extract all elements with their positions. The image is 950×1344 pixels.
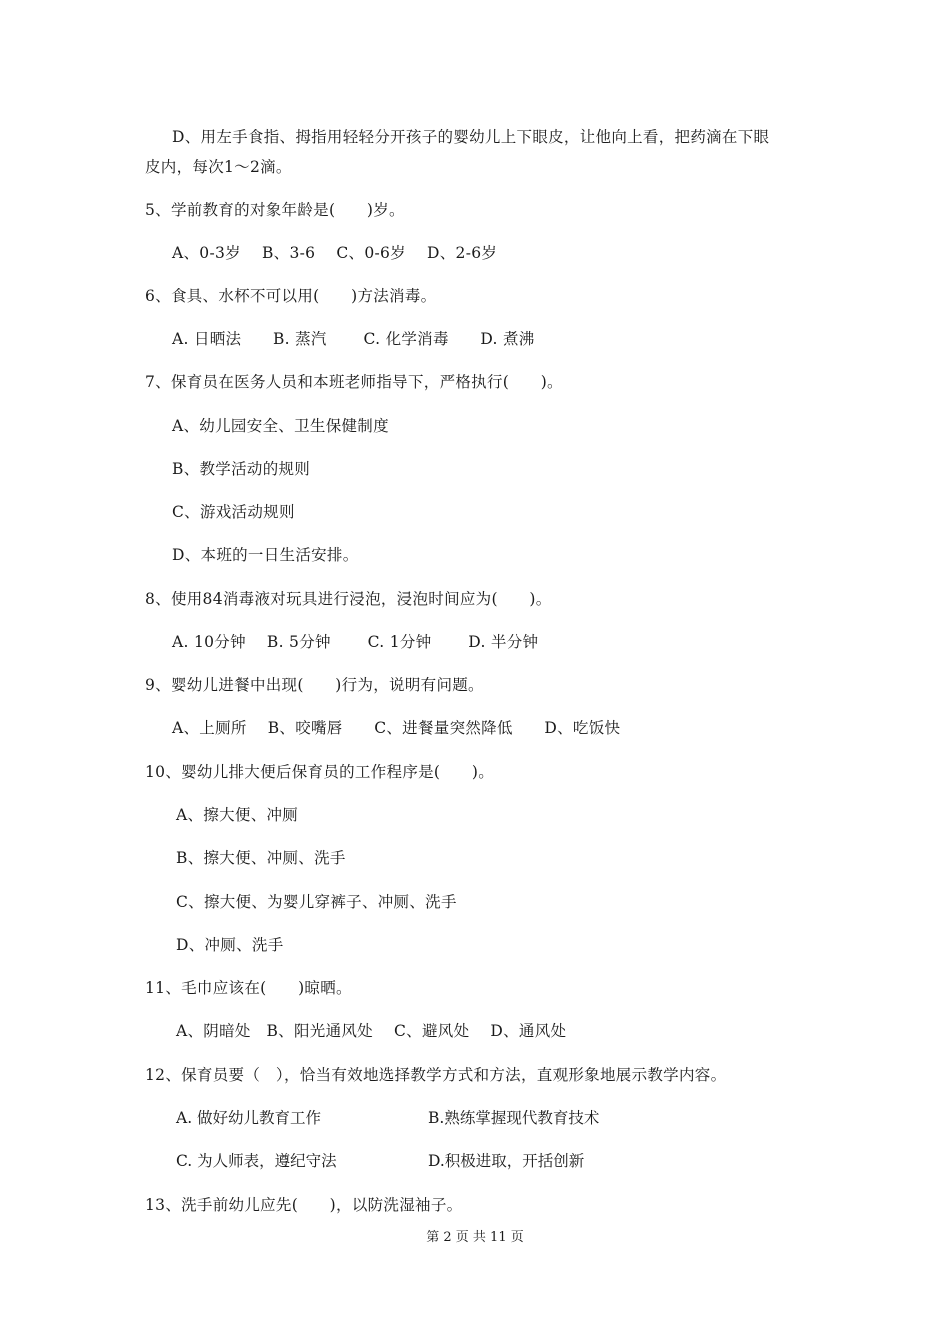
question-6: 6、食具、水杯不可以用( )方法消毒。 <box>145 287 437 305</box>
q12-option-b: B.熟练掌握现代教育技术 <box>428 1109 600 1127</box>
q4-option-d-line1: D、用左手食指、拇指用轻轻分开孩子的婴幼儿上下眼皮，让他向上看，把药滴在下眼 <box>172 128 770 146</box>
question-9: 9、婴幼儿进餐中出现( )行为，说明有问题。 <box>145 676 484 694</box>
question-13: 13、洗手前幼儿应先( )，以防洗湿袖子。 <box>145 1196 463 1214</box>
question-11: 11、毛巾应该在( )晾晒。 <box>145 979 352 997</box>
q12-option-d: D.积极进取，开括创新 <box>428 1152 585 1170</box>
question-8: 8、使用84消毒液对玩具进行浸泡，浸泡时间应为( )。 <box>145 590 552 608</box>
q10-option-b: B、擦大便、冲厕、洗手 <box>176 849 346 867</box>
q5-options: A、0-3岁 B、3-6 C、0-6岁 D、2-6岁 <box>172 244 498 262</box>
page-footer: 第 2 页 共 11 页 <box>426 1230 524 1245</box>
q9-options: A、上厕所 B、咬嘴唇 C、进餐量突然降低 D、吃饭快 <box>172 719 621 737</box>
q7-option-a: A、幼儿园安全、卫生保健制度 <box>172 417 389 435</box>
q6-options: A. 日晒法 B. 蒸汽 C. 化学消毒 D. 煮沸 <box>172 330 535 348</box>
q7-option-c: C、游戏活动规则 <box>172 503 295 521</box>
q10-option-a: A、擦大便、冲厕 <box>176 806 299 824</box>
q11-options: A、阴暗处 B、阳光通风处 C、避风处 D、通风处 <box>176 1022 567 1040</box>
question-10: 10、婴幼儿排大便后保育员的工作程序是( )。 <box>145 763 495 781</box>
question-7: 7、保育员在医务人员和本班老师指导下，严格执行( )。 <box>145 373 563 391</box>
question-5: 5、学前教育的对象年龄是( )岁。 <box>145 201 405 219</box>
q10-option-d: D、冲厕、洗手 <box>176 936 284 954</box>
q12-option-c: C. 为人师表，遵纪守法 <box>176 1152 337 1170</box>
q8-options: A. 10分钟 B. 5分钟 C. 1分钟 D. 半分钟 <box>172 633 539 651</box>
q10-option-c: C、擦大便、为婴儿穿裤子、冲厕、洗手 <box>176 893 457 911</box>
q7-option-d: D、本班的一日生活安排。 <box>172 546 359 564</box>
q12-option-a: A. 做好幼儿教育工作 <box>176 1109 322 1127</box>
q4-option-d-line2: 皮内，每次1～2滴。 <box>145 158 292 176</box>
q7-option-b: B、教学活动的规则 <box>172 460 311 478</box>
question-12: 12、保育员要（ ），恰当有效地选择教学方式和方法，直观形象地展示教学内容。 <box>145 1066 727 1084</box>
